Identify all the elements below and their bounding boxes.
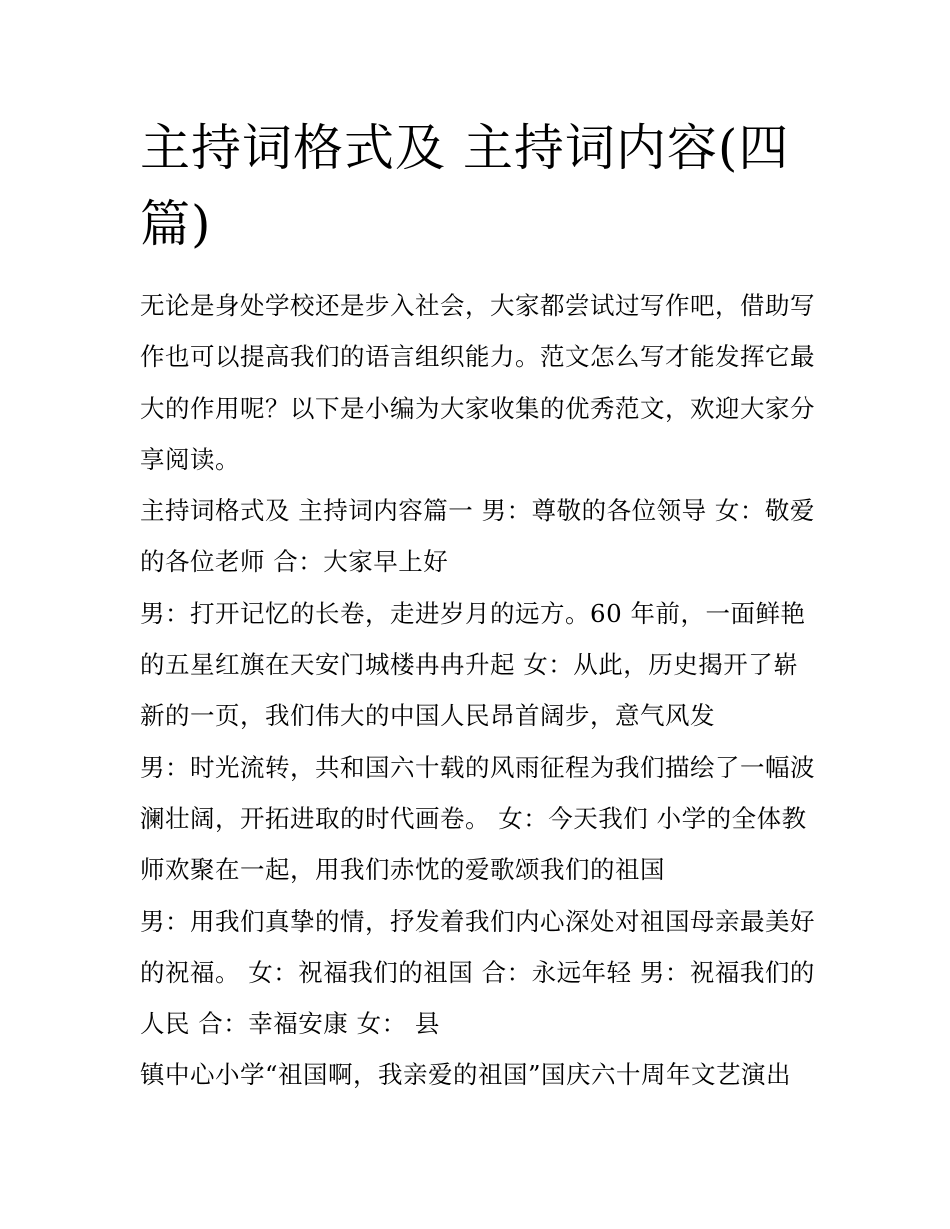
text-line: 主持词格式及 主持词内容篇一 男：尊敬的各位领导 女：敬爱 xyxy=(140,496,815,526)
text-line: 师欢聚在一起，用我们赤忱的爱歌颂我们的祖国 xyxy=(140,855,665,885)
text-line: 的五星红旗在天安门城楼冉冉升起 女：从此，历史揭开了崭 xyxy=(140,650,799,680)
section-heading-paragraph xyxy=(140,485,820,588)
text-line: 男：打开记忆的长卷，走进岁月的远方。60 年前，一面鲜艳 xyxy=(140,598,806,628)
text-line: 的祝福。 女：祝福我们的祖国 合：永远年轻 男：祝福我们的 xyxy=(140,957,815,987)
text-line: 的各位老师 合：大家早上好 xyxy=(140,547,449,577)
text-line: 作也可以提高我们的语言组织能力。范文怎么写才能发挥它最 xyxy=(140,342,815,372)
text-line: 无论是身处学校还是步入社会，大家都尝试过写作吧，借助写 xyxy=(140,291,815,320)
title-line: 篇) xyxy=(140,195,212,253)
intro-paragraph xyxy=(140,280,820,485)
text-line: 男：时光流转，共和国六十载的风雨征程为我们描绘了一幅波 xyxy=(140,752,815,782)
text-line: 享阅读。 xyxy=(140,444,240,474)
text-line: 人民 合：幸福安康 女： 县 xyxy=(140,1009,440,1039)
document-title xyxy=(140,110,820,262)
text-line: 大的作用呢？以下是小编为大家收集的优秀范文，欢迎大家分 xyxy=(140,393,815,423)
text-line: 新的一页，我们伟大的中国人民昂首阔步，意气风发 xyxy=(140,701,715,731)
title-line: 主持词格式及 主持词内容(四 xyxy=(140,119,790,177)
dialogue-paragraph xyxy=(140,588,820,742)
text-line: 镇中心小学“祖国啊，我亲爱的祖国”国庆六十周年文艺演出 xyxy=(140,1060,792,1090)
text-line: 男：用我们真挚的情，抒发着我们内心深处对祖国母亲最美好 xyxy=(140,906,815,936)
text-line: 澜壮阔，开拓进取的时代画卷。 女：今天我们 小学的全体教 xyxy=(140,803,807,833)
dialogue-paragraph xyxy=(140,896,820,1050)
closing-paragraph xyxy=(140,1049,820,1100)
dialogue-paragraph xyxy=(140,742,820,896)
document-body xyxy=(140,280,820,1101)
